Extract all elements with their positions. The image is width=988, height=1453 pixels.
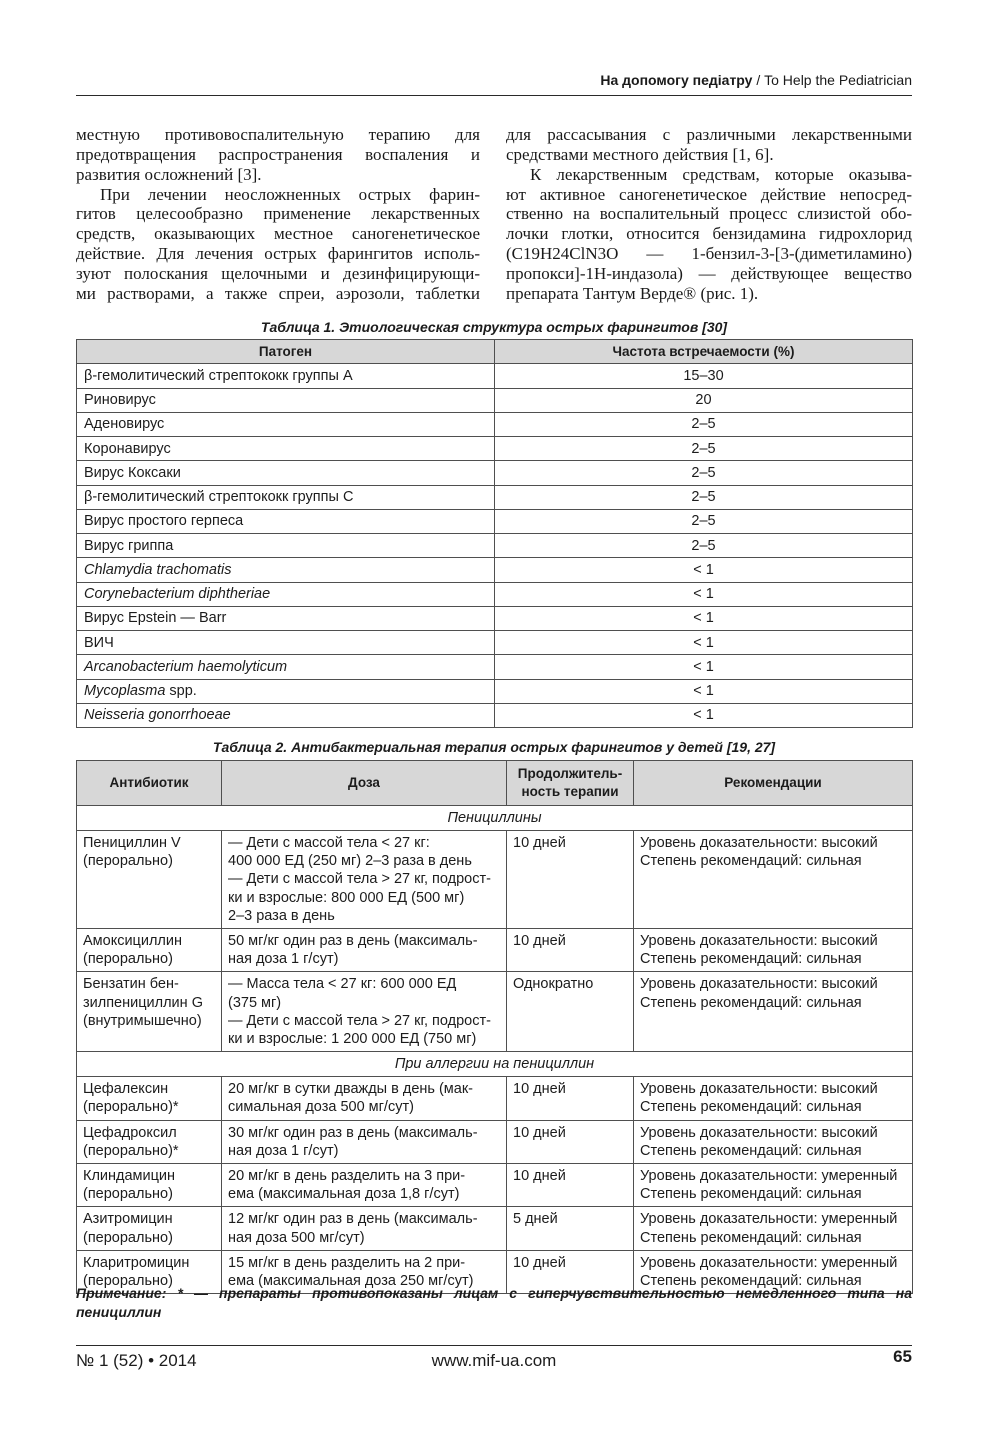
frequency-cell: < 1 — [495, 703, 913, 727]
latin-name: Neisseria gonorrhoeae — [84, 707, 231, 724]
cell-line: Кларитромицин — [83, 1254, 190, 1271]
cell-line: (375 мг) — [228, 994, 282, 1011]
table-row — [77, 388, 913, 412]
dose-cell — [222, 1164, 507, 1207]
cell-line: Уровень доказательности: высокий — [640, 835, 878, 851]
pathogen-name: Вирус гриппа — [84, 537, 174, 554]
text-line: зуют полоскания щелочными и дезинфицирующи- — [76, 263, 480, 283]
section-title-en: To Help the Pediatrician — [764, 72, 912, 88]
footer-rule — [76, 1345, 912, 1346]
pathogen-name: Коронавирус — [84, 440, 171, 457]
cell-line: 2–3 раза в день — [228, 907, 335, 924]
cell-line: Азитромицин — [83, 1211, 173, 1228]
dose-cell — [222, 1077, 507, 1120]
duration-cell — [507, 1120, 634, 1163]
cell-line: Уровень доказательности: высокий — [640, 933, 878, 950]
table-row — [77, 679, 913, 703]
pathogen-cell — [77, 534, 495, 558]
pathogen-name: Вирус Epstein — Barr — [84, 610, 227, 627]
cell-line: 5 дней — [513, 1211, 558, 1228]
table1-header — [77, 340, 913, 364]
pathogen-cell — [77, 437, 495, 461]
cell-line: (перорально) — [83, 951, 173, 968]
cell-line: Уровень доказательности: высокий — [640, 976, 878, 993]
cell-line: ная доза 1 г/сут) — [228, 951, 339, 968]
table-row — [77, 655, 913, 679]
text-line: гитов целесообразно применение лекарственных — [76, 204, 480, 224]
text-line: средствами местного действия [1, 6]. — [506, 144, 774, 164]
table-row — [77, 485, 913, 509]
issue-info: № 1 (52) • 2014 — [76, 1351, 197, 1370]
paragraph — [506, 125, 912, 165]
antibiotic-cell — [77, 1120, 222, 1163]
pathogen-cell — [77, 364, 495, 388]
table1-caption: Таблица 1. Этиологическая структура острых фарингитов [30] — [260, 319, 728, 335]
text-line: предотвращения распространения воспаления и — [76, 144, 480, 164]
cell-line: ема (максимальная доза 1,8 г/сут) — [228, 1186, 460, 1203]
antibiotic-cell — [77, 929, 222, 972]
recommendations-cell — [634, 1164, 913, 1207]
frequency-cell: < 1 — [495, 558, 913, 582]
pathogen-cell — [77, 631, 495, 655]
frequency-cell: 2–5 — [495, 509, 913, 533]
cell-line: (перорально)* — [83, 1099, 179, 1116]
cell-line: 10 дней — [513, 835, 566, 851]
cell-line: 30 мг/кг один раз в день (максималь- — [228, 1124, 478, 1141]
antibiotic-therapy-table — [76, 760, 913, 1294]
pathogen-cell — [77, 412, 495, 436]
cell-line: 20 мг/кг в день разделить на 3 при- — [228, 1168, 466, 1185]
table-row — [77, 558, 913, 582]
antibiotic-cell — [77, 1077, 222, 1120]
cell-line: Уровень доказательности: умеренный — [640, 1168, 898, 1185]
cell-line: Однократно — [513, 976, 594, 993]
cell-line: (внутримышечно) — [83, 1012, 202, 1029]
text-line: действие. Для лечения острых фарингитов исполь- — [76, 244, 480, 264]
group-title: При аллергии на пенициллин — [77, 1052, 913, 1077]
cell-line: зилпенициллин G — [83, 994, 203, 1011]
text-line: пропокси]-1H-индазола) — действующее вещество — [506, 263, 912, 283]
pathogen-name: ВИЧ — [84, 634, 114, 651]
pathogen-name: spp. — [169, 683, 197, 700]
header-duration-line: Продолжитель- — [517, 766, 623, 781]
table2-body — [77, 806, 913, 1294]
cell-line: 50 мг/кг один раз в день (максималь- — [228, 933, 478, 950]
dose-cell — [222, 929, 507, 972]
text-line: местную противовоспалительную терапию для — [76, 125, 480, 144]
header-dose: Доза — [222, 761, 507, 806]
header-rule — [76, 95, 912, 96]
duration-cell — [507, 831, 634, 929]
table-row — [77, 929, 913, 972]
cell-line: Амоксициллин — [83, 933, 182, 950]
cell-line: 10 дней — [513, 1254, 566, 1271]
cell-line: (перорально)* — [83, 1142, 179, 1159]
latin-name: Chlamydia trachomatis — [84, 561, 232, 578]
recommendations-cell — [634, 831, 913, 929]
pathogen-cell — [77, 582, 495, 606]
cell-line: (перорально) — [83, 1186, 173, 1203]
pathogen-cell — [77, 485, 495, 509]
frequency-cell: 15–30 — [495, 364, 913, 388]
text-line: ми растворами, а также спреи, аэрозоли, таблетки — [76, 283, 480, 303]
pathogen-name: Вирус простого герпеса — [84, 513, 244, 530]
pathogen-cell — [77, 606, 495, 630]
group-row — [77, 806, 913, 831]
pathogen-cell — [77, 558, 495, 582]
recommendations-cell — [634, 1120, 913, 1163]
table-row — [77, 606, 913, 630]
pathogen-cell — [77, 703, 495, 727]
recommendations-cell — [634, 1207, 913, 1250]
cell-line: Степень рекомендаций: сильная — [640, 1273, 862, 1290]
recommendations-cell — [634, 1077, 913, 1120]
cell-line: Бензатин бен- — [83, 976, 179, 993]
frequency-cell: < 1 — [495, 631, 913, 655]
table-row — [77, 582, 913, 606]
duration-cell — [507, 1207, 634, 1250]
group-title: Пенициллины — [77, 806, 913, 831]
dose-cell — [222, 1207, 507, 1250]
antibiotic-cell — [77, 831, 222, 929]
cell-line: ки и взрослые: 800 000 ЕД (500 мг) — [228, 889, 465, 906]
table-row — [77, 831, 913, 929]
frequency-cell: 2–5 — [495, 534, 913, 558]
note-line: Примечание: * — препараты противопоказаны лицам с гиперчувствительностью немедленного типа на — [76, 1285, 912, 1301]
header-frequency: Частота встречаемости (%) — [495, 340, 913, 364]
cell-line: 400 000 ЕД (250 мг) 2–3 раза в день — [228, 853, 472, 870]
table-row — [77, 437, 913, 461]
text-line: При лечении неосложненных острых фарин- — [100, 184, 480, 204]
cell-line: ная доза 1 г/сут) — [228, 1142, 339, 1159]
text-line: препарата Тантум Верде® (рис. 1). — [506, 283, 759, 303]
text-line: ственно на воспалительный процесс слизистой обо- — [506, 204, 912, 224]
table2-header — [77, 761, 913, 806]
text-column-right — [506, 125, 912, 304]
table-row — [77, 703, 913, 727]
antibiotic-cell — [77, 1207, 222, 1250]
frequency-cell: 2–5 — [495, 485, 913, 509]
table2-caption: Таблица 2. Антибактериальная терапия острых фарингитов у детей [19, 27] — [212, 739, 776, 755]
cell-line: Степень рекомендаций: сильная — [640, 994, 862, 1011]
paragraph — [76, 125, 480, 185]
duration-cell — [507, 972, 634, 1052]
cell-line: Уровень доказательности: высокий — [640, 1124, 878, 1141]
frequency-cell: < 1 — [495, 606, 913, 630]
duration-cell — [507, 929, 634, 972]
pathogen-cell — [77, 388, 495, 412]
table-row — [77, 412, 913, 436]
cell-line: Степень рекомендаций: сильная — [640, 1186, 862, 1203]
cell-line: Пенициллин V — [83, 835, 181, 851]
text-line: для рассасывания с различными лекарственными — [506, 125, 912, 144]
header-recommendations: Рекомендации — [634, 761, 913, 806]
pathogen-cell — [77, 679, 495, 703]
table-row — [77, 972, 913, 1052]
etiology-table — [76, 339, 913, 728]
text-line: лочки глотки, относится бензидамина гидрохлорид — [506, 224, 912, 244]
cell-line: 10 дней — [513, 1081, 566, 1098]
frequency-cell: 2–5 — [495, 461, 913, 485]
frequency-cell: 20 — [495, 388, 913, 412]
table-row — [77, 1077, 913, 1120]
header-duration-line: ность терапии — [521, 784, 619, 799]
group-row — [77, 1052, 913, 1077]
pathogen-name: β-гемолитический стрептококк группы А — [84, 367, 353, 384]
frequency-cell: 2–5 — [495, 412, 913, 436]
cell-line: (перорально) — [83, 1273, 173, 1290]
pathogen-cell — [77, 461, 495, 485]
cell-line: Степень рекомендаций: сильная — [640, 853, 862, 870]
pathogen-name: Вирус Коксаки — [84, 464, 181, 481]
cell-line: 10 дней — [513, 933, 566, 950]
cell-line: Цефалексин — [83, 1081, 169, 1098]
frequency-cell: < 1 — [495, 655, 913, 679]
cell-line: Степень рекомендаций: сильная — [640, 951, 862, 968]
table-row — [77, 364, 913, 388]
table-row — [77, 534, 913, 558]
cell-line: — Масса тела < 27 кг: 600 000 ЕД — [228, 976, 457, 993]
frequency-cell: < 1 — [495, 679, 913, 703]
latin-name: Corynebacterium diphtheriae — [84, 586, 271, 603]
recommendations-cell — [634, 972, 913, 1052]
cell-line: (перорально) — [83, 853, 173, 870]
cell-line: — Дети с массой тела > 27 кг, подрост- — [228, 871, 491, 888]
header-pathogen: Патоген — [77, 340, 495, 364]
table-row — [77, 509, 913, 533]
cell-line: Степень рекомендаций: сильная — [640, 1229, 862, 1246]
pathogen-name: β-гемолитический стрептококк группы С — [84, 489, 354, 506]
section-title-ua: На допомогу педіатру — [600, 72, 753, 88]
text-line: (C19H24ClN3O — 1-бензил-3-[3-(диметиламино) — [506, 244, 912, 264]
dose-cell — [222, 831, 507, 929]
cell-line: 12 мг/кг один раз в день (максималь- — [228, 1211, 478, 1228]
cell-line: симальная доза 500 мг/сут) — [228, 1099, 414, 1116]
table1-header-row — [77, 340, 913, 364]
cell-line: 10 дней — [513, 1124, 566, 1141]
cell-line: ки и взрослые: 1 200 000 ЕД (750 мг) — [228, 1031, 477, 1048]
pathogen-cell — [77, 509, 495, 533]
text-line: средств, оказывающих местное саногенетическое — [76, 224, 480, 244]
text-line: развития осложнений [3]. — [76, 164, 262, 184]
cell-line: Клиндамицин — [83, 1168, 176, 1185]
table-row — [77, 1164, 913, 1207]
note-line: пенициллин — [76, 1304, 162, 1320]
cell-line: Уровень доказательности: умеренный — [640, 1211, 898, 1228]
cell-line: Уровень доказательности: высокий — [640, 1081, 878, 1098]
cell-line: (перорально) — [83, 1229, 173, 1246]
cell-line: 20 мг/кг в сутки дважды в день (мак- — [228, 1081, 474, 1098]
cell-line: ная доза 500 мг/сут) — [228, 1229, 365, 1246]
cell-line: — Дети с массой тела > 27 кг, подрост- — [228, 1012, 491, 1029]
duration-cell — [507, 1164, 634, 1207]
pathogen-name: Риновирус — [84, 392, 156, 409]
latin-name: Mycoplasma — [84, 683, 166, 700]
frequency-cell: 2–5 — [495, 437, 913, 461]
dose-cell — [222, 972, 507, 1052]
cell-line: Степень рекомендаций: сильная — [640, 1142, 862, 1159]
cell-line: 15 мг/кг в день разделить на 2 при- — [228, 1254, 466, 1271]
dose-cell — [222, 1120, 507, 1163]
website: www.mif-ua.com — [431, 1351, 557, 1370]
cell-line: Цефадроксил — [83, 1124, 177, 1141]
table-row — [77, 1120, 913, 1163]
table-row — [77, 1207, 913, 1250]
latin-name: Arcanobacterium haemolyticum — [84, 658, 288, 675]
cell-line: Степень рекомендаций: сильная — [640, 1099, 862, 1116]
header-duration — [507, 761, 634, 806]
text-line: К лекарственным средствам, которые оказыва- — [530, 164, 912, 184]
page-number: 65 — [893, 1347, 912, 1366]
table2-header-row — [77, 761, 913, 806]
cell-line: ема (максимальная доза 250 мг/сут) — [228, 1273, 474, 1290]
header-antibiotic: Антибиотик — [77, 761, 222, 806]
paragraph — [506, 165, 912, 304]
cell-line: Уровень доказательности: умеренный — [640, 1254, 898, 1271]
cell-line: 10 дней — [513, 1168, 566, 1185]
cell-line: — Дети с массой тела < 27 кг: — [228, 835, 430, 851]
antibiotic-cell — [77, 1164, 222, 1207]
duration-cell — [507, 1077, 634, 1120]
recommendations-cell — [634, 929, 913, 972]
table1-body — [77, 364, 913, 728]
pathogen-name: Аденовирус — [84, 416, 165, 433]
pathogen-cell — [77, 655, 495, 679]
paragraph — [76, 185, 480, 304]
text-column-left — [76, 125, 480, 304]
table-row — [77, 461, 913, 485]
running-head — [600, 70, 912, 90]
table-row — [77, 631, 913, 655]
table2-note — [76, 1284, 912, 1322]
section-separator: / — [756, 72, 761, 88]
antibiotic-cell — [77, 972, 222, 1052]
frequency-cell: < 1 — [495, 582, 913, 606]
text-line: ют активное саногенетическое действие непосред- — [506, 184, 912, 204]
